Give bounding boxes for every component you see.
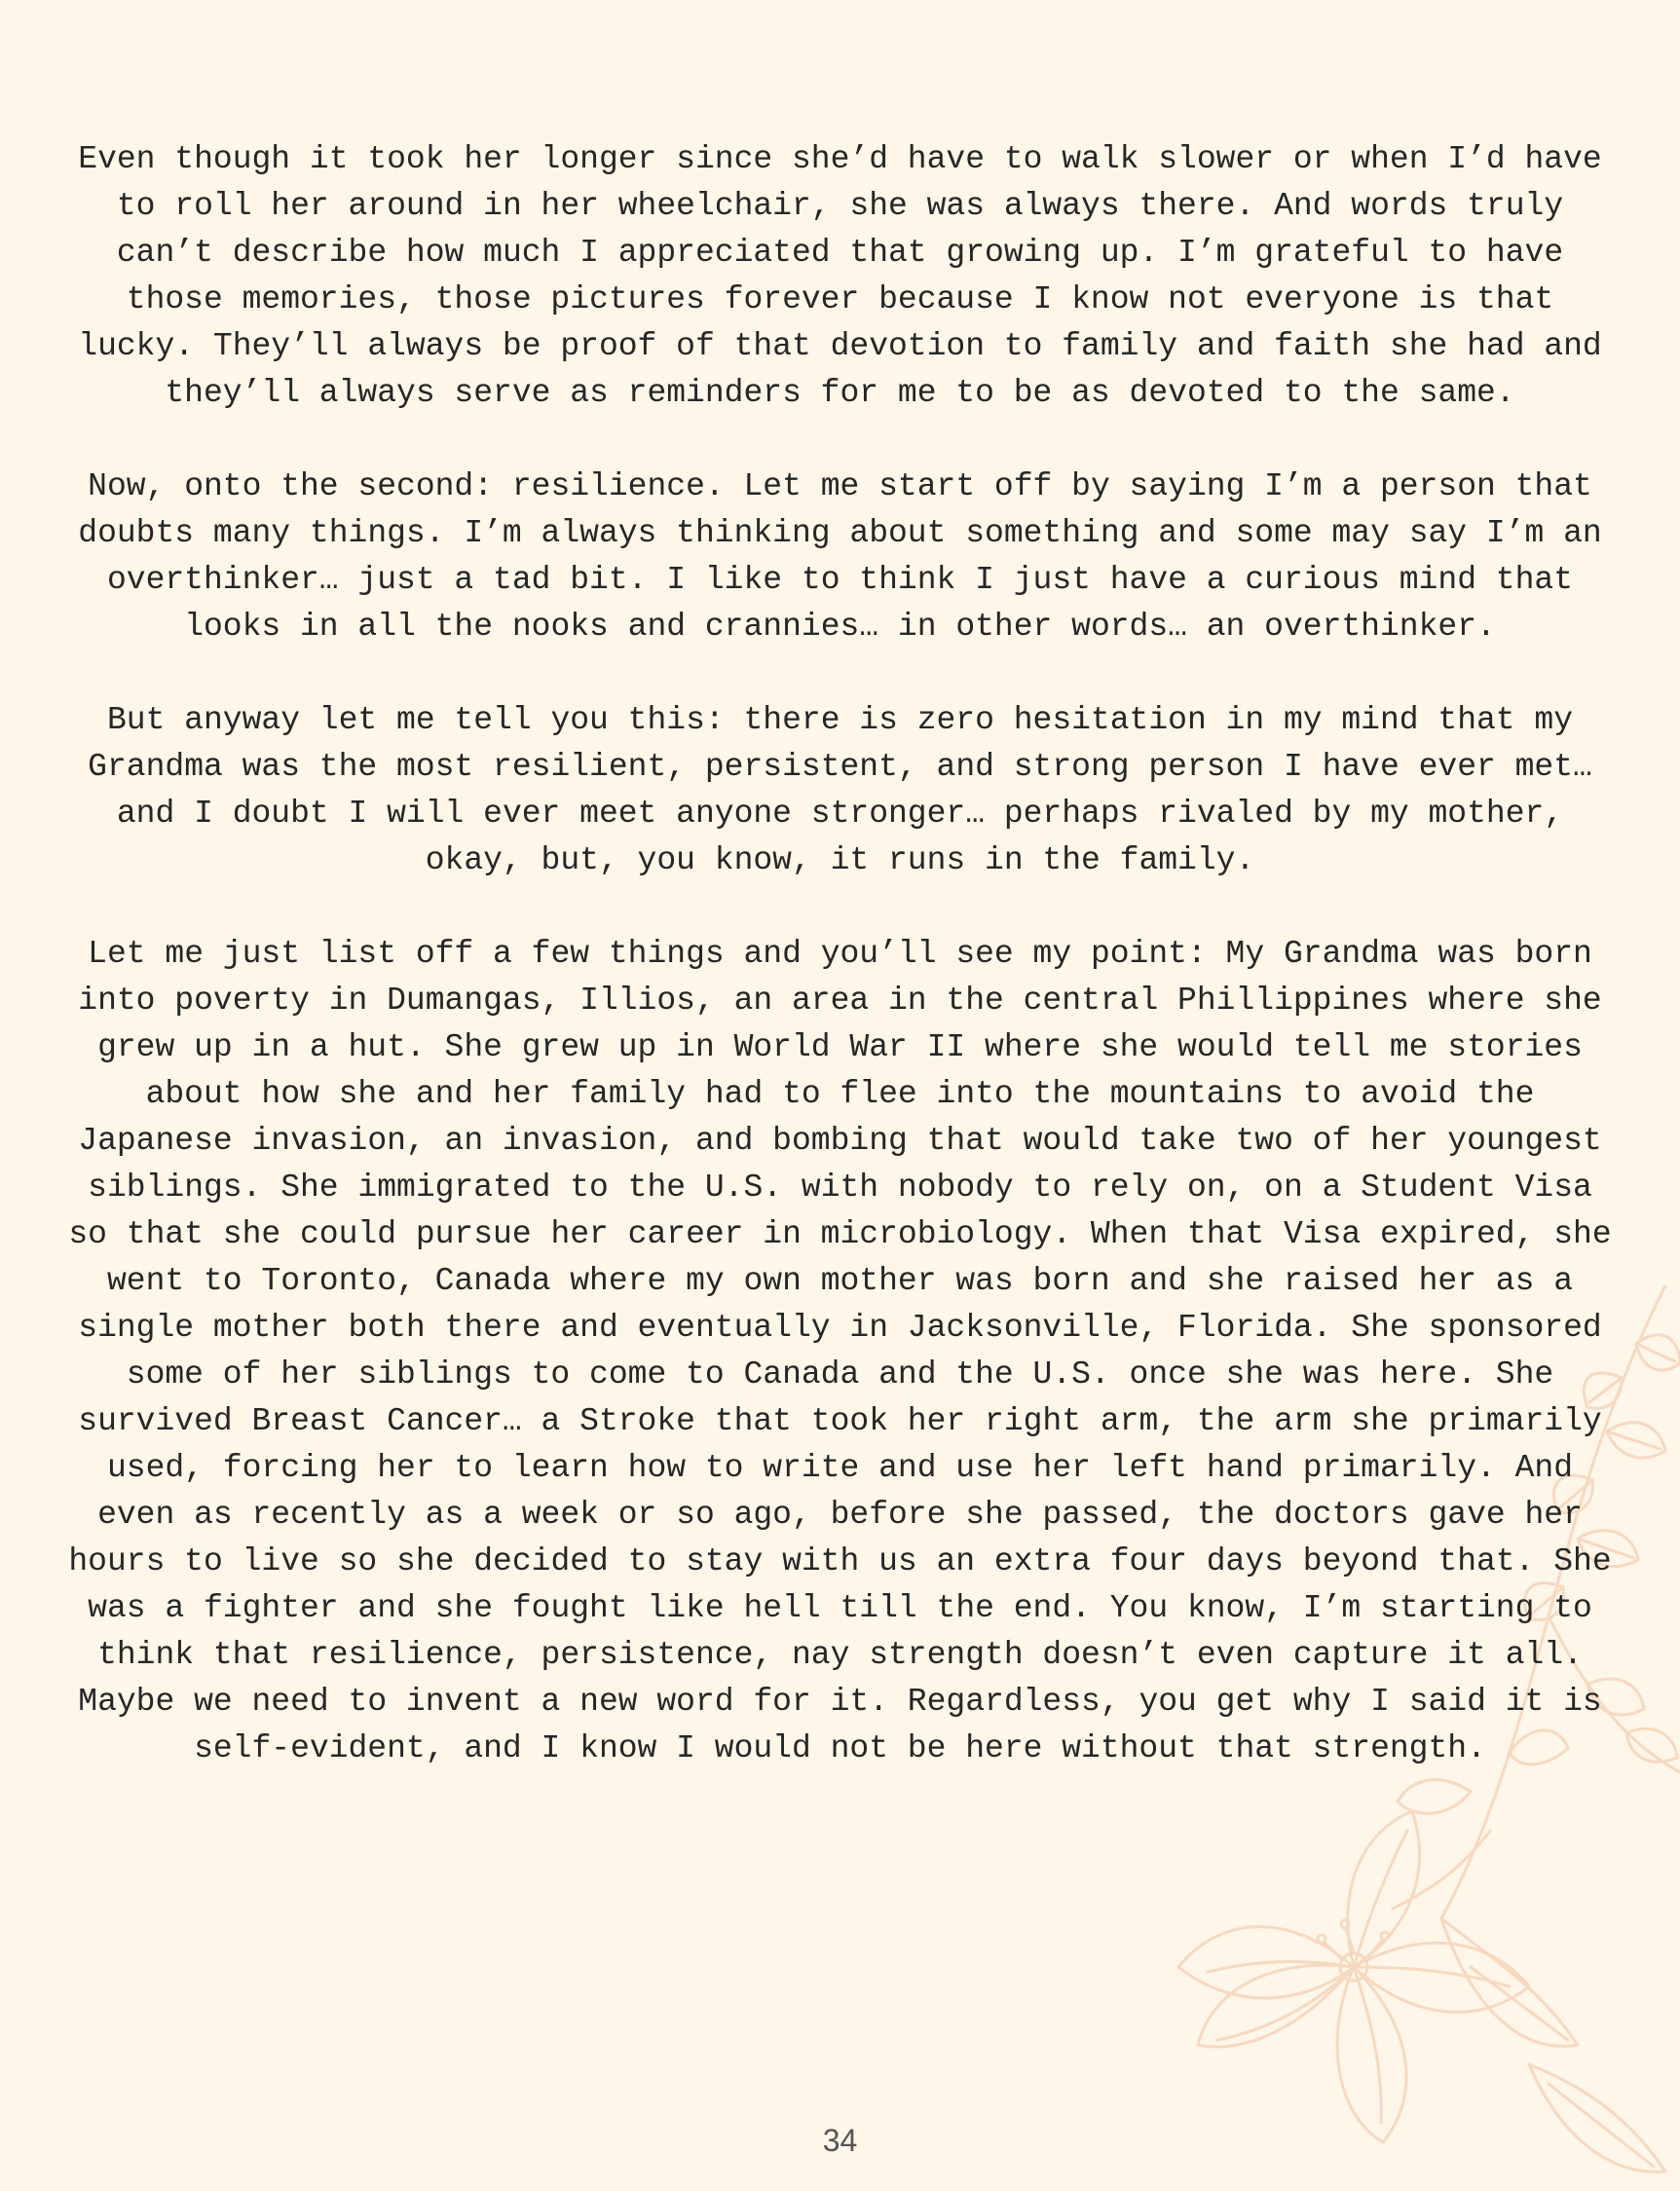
paragraph: Even though it took her longer since she’d have to walk slower or when I’d have to roll her around in her wheelchair, she was always there. And words truly can’t describe how much I appreciated that growing up. I’m grateful to have those memories, those pictures forever because I know not everyone is that lucky. They’ll always be proof of that devotion to family and faith she had and they’ll always serve as reminders for me to be as devoted to the same.	[78, 141, 1602, 411]
page-number: 34	[822, 2123, 858, 2158]
paragraph: Let me just list off a few things and you’ll see my point: My Grandma was born into poverty in Dumangas, Illios, an area in the central Phillippines where she grew up in a hut. She grew up in World War II where she would tell me stories about how she and her family had to flee into the mountains to avoid the Japanese invasion, an invasion, and bombing that would take two of her youngest siblings. She immigrated to the U.S. with nobody to rely on, on a Student Visa so that she could pursue her career in microbiology. When that Visa expired, she went to Toronto, Canada where my own mother was born and she raised her as a single mother both there and eventually in Jacksonville, Florida. She sponsored some of her siblings to come to Canada and the U.S. once she was here. She survived Breast Cancer… a Stroke that took her right arm, the arm she primarily used, forcing her to learn how to write and use her left hand primarily. And even as recently as a week or so ago, before she passed, the doctors gave her hours to live so she decided to stay with us an extra four days beyond that. She was a fighter and she fought like hell till the end. You know, I’m starting to think that resilience, persistence, nay strength doesn’t even capture it all. Maybe we need to invent a new word for it. Regardless, you get why I said it is self-evident, and I know I would not be here without that strength.	[68, 936, 1612, 1766]
paragraph: Now, onto the second: resilience. Let me start off by saying I’m a person that doubts many things. I’m always thinking about something and some may say I’m an overthinker… just a tad bit. I like to think I just have a curious mind that looks in all the nooks and crannies… in other words… an overthinker.	[78, 468, 1602, 645]
body-text	[68, 136, 1612, 1772]
paragraph: But anyway let me tell you this: there is zero hesitation in my mind that my Grandma was the most resilient, persistent, and strong person I have ever met… and I doubt I will ever meet anyone stronger… perhaps rivaled by my mother, okay, but, you know, it runs in the family.	[88, 702, 1592, 878]
